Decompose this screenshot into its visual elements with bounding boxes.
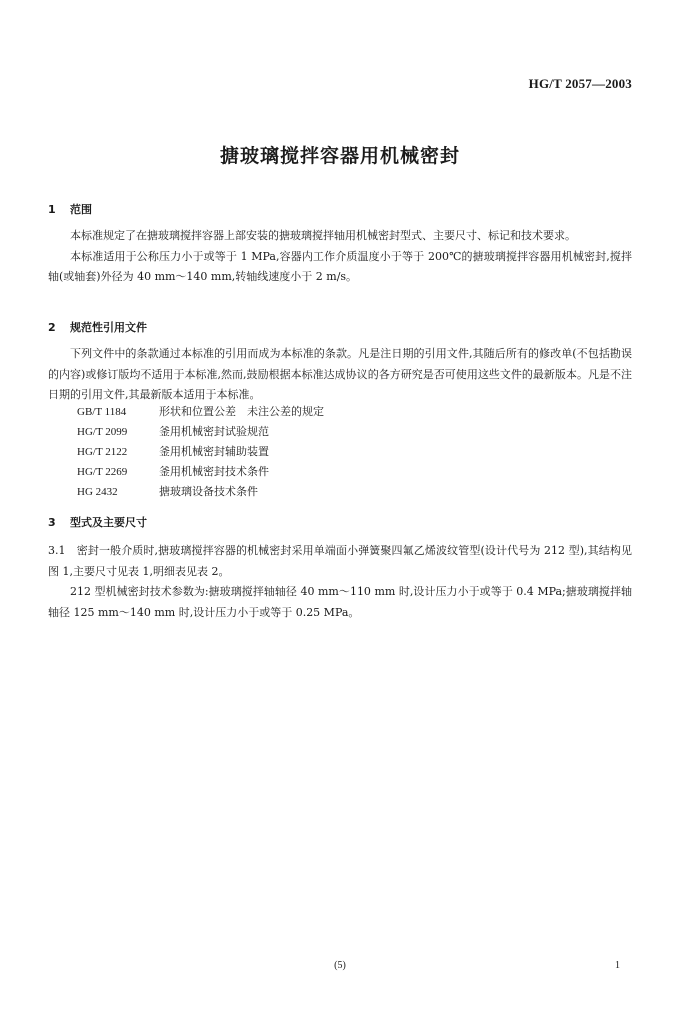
normative-paragraph: 下列文件中的条款通过本标准的引用而成为本标准的条款。凡是注日期的引用文件,其随后所有的修改单(不包括勘误的内容)或修订版均不适用于本标准,然而,鼓励根据本标准达成协议的各方研究是否可使用这些文件的最新版本。凡是不注日期的引用文件,其最新版本适用于本标准。 bbox=[48, 347, 632, 401]
reference-title: 釜用机械密封试验规范 bbox=[159, 425, 269, 438]
section-3-title: 型式及主要尺寸 bbox=[70, 516, 147, 529]
scope-paragraph-2: 本标准适用于公称压力小于或等于 1 MPa,容器内工作介质温度小于等于 200℃的搪玻璃搅拌容器用机械密封,搅拌轴(或轴套)外径为 40 mm～140 mm,转轴线速度小于 2 m/s。 bbox=[48, 249, 632, 283]
section-2-number: 2 bbox=[48, 321, 56, 334]
section-1-title: 范围 bbox=[70, 203, 92, 216]
reference-title: 形状和位置公差 未注公差的规定 bbox=[159, 405, 324, 418]
reference-item bbox=[77, 402, 324, 422]
reference-title: 搪玻璃设备技术条件 bbox=[159, 485, 258, 498]
clause-3-1-number: 3.1 bbox=[48, 544, 66, 557]
reference-title: 釜用机械密封辅助装置 bbox=[159, 445, 269, 458]
clause-3-1 bbox=[48, 541, 632, 582]
reference-code: HG/T 2122 bbox=[77, 446, 128, 458]
reference-list bbox=[77, 402, 324, 502]
reference-item bbox=[77, 462, 324, 482]
reference-code: HG 2432 bbox=[77, 486, 118, 498]
page-label: (5) bbox=[334, 960, 346, 971]
reference-code: HG/T 2099 bbox=[77, 426, 128, 438]
reference-item bbox=[77, 442, 324, 462]
section-3-number: 3 bbox=[48, 516, 56, 529]
scope-paragraph-1: 本标准规定了在搪玻璃搅拌容器上部安装的搪玻璃搅拌轴用机械密封型式、主要尺寸、标记和技术要求。 bbox=[70, 229, 576, 242]
reference-code: GB/T 1184 bbox=[77, 406, 127, 418]
reference-item bbox=[77, 422, 324, 442]
document-title: 搪玻璃搅拌容器用机械密封 bbox=[219, 145, 460, 167]
section-2-title: 规范性引用文件 bbox=[70, 321, 147, 334]
section-3-heading bbox=[48, 514, 147, 530]
sheet-number: 1 bbox=[615, 960, 620, 971]
section-1-number: 1 bbox=[48, 203, 56, 216]
section-2-body bbox=[48, 344, 632, 406]
standard-code: HG/T 2057—2003 bbox=[528, 76, 632, 91]
reference-title: 釜用机械密封技术条件 bbox=[159, 465, 269, 478]
section-1-body bbox=[48, 226, 632, 288]
section-1-heading bbox=[48, 201, 92, 217]
reference-code: HG/T 2269 bbox=[77, 466, 128, 478]
section-2-heading bbox=[48, 319, 147, 335]
clause-3-1-parameters: 212 型机械密封技术参数为:搪玻璃搅拌轴轴径 40 mm～110 mm 时,设计压力小于或等于 0.4 MPa;搪玻璃搅拌轴轴径 125 mm～140 mm 时,设计压力小于或等于 0.25 MPa。 bbox=[48, 585, 632, 619]
section-3-body bbox=[48, 541, 632, 623]
clause-3-1-text: 密封一般介质时,搪玻璃搅拌容器的机械密封采用单端面小弹簧聚四氟乙烯波纹管型(设计代号为 212 型),其结构见图 1,主要尺寸见表 1,明细表见表 2。 bbox=[48, 544, 633, 578]
reference-item bbox=[77, 482, 324, 502]
